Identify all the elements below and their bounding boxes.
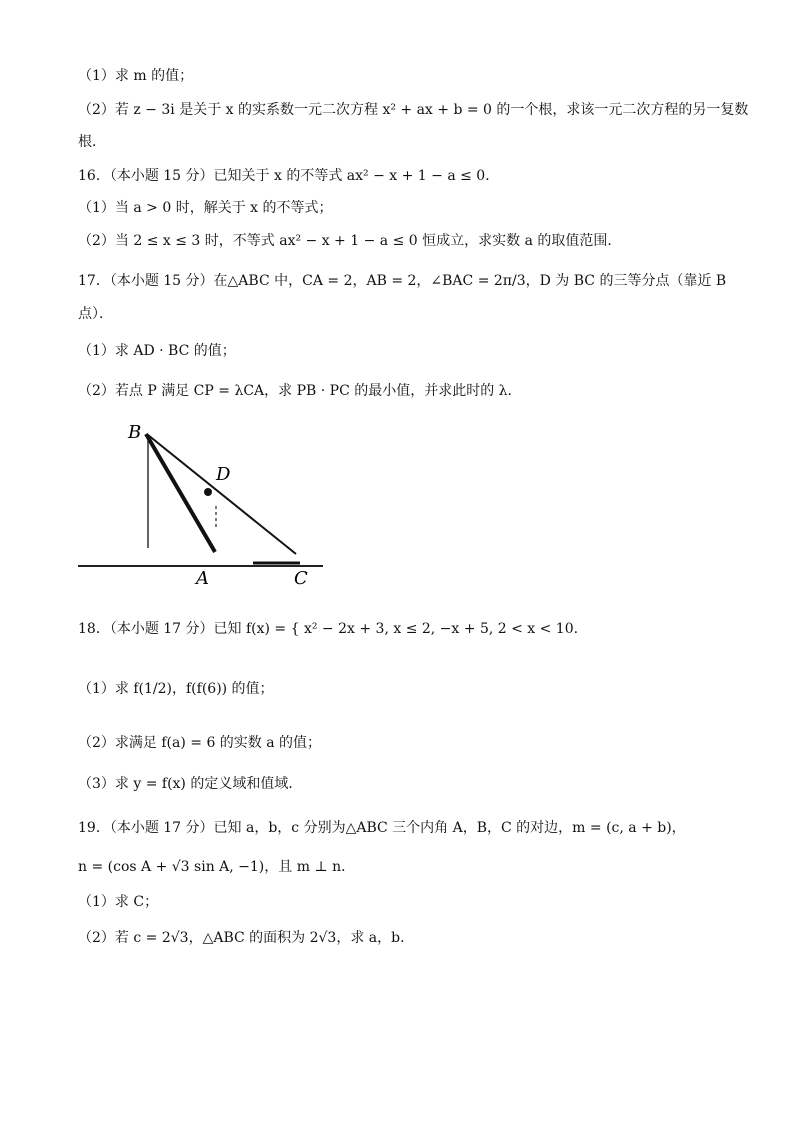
q16-part1: （1）当 a > 0 时，解关于 x 的不等式； (78, 200, 333, 216)
q19-part1: （1）求 C； (78, 894, 159, 910)
q19-title-cont: n = (cos A + √3 sin A, −1)，且 m ⊥ n． (78, 859, 356, 875)
q18-part3: （3）求 y = f(x) 的定义域和值域． (78, 776, 303, 792)
q17-title: 17．（本小题 15 分）在△ABC 中，CA = 2，AB = 2，∠BAC = 2π/3，D 为 BC 的三等分点（靠近 B (78, 273, 727, 289)
q18-title: 18．（本小题 17 分）已知 f(x) = { x² − 2x + 3, x ≤ 2, −x + 5, 2 < x < 10. (78, 621, 579, 637)
q17-part2: （2）若点 P 满足 CP = λCA，求 PB · PC 的最小值，并求此时的 λ． (78, 383, 522, 399)
label-c: C (294, 568, 308, 588)
q16-title: 16．（本小题 15 分）已知关于 x 的不等式 ax² − x + 1 − a ≤ 0． (78, 168, 500, 184)
q17-title-cont: 点）． (78, 306, 113, 322)
q19-title: 19．（本小题 17 分）已知 a，b，c 分别为△ABC 三个内角 A，B，C 的对边，m = (c, a + b)， (78, 820, 686, 836)
triangle-figure (78, 416, 328, 588)
label-a: A (196, 568, 209, 588)
q17-part1: （1）求 AD · BC 的值； (78, 343, 236, 359)
q19-part2: （2）若 c = 2√3，△ABC 的面积为 2√3，求 a，b． (78, 930, 415, 946)
label-d: D (216, 464, 231, 485)
q15-part2: （2）若 z − 3i 是关于 x 的实系数一元二次方程 x² + ax + b = 0 的一个根，求该一元二次方程的另一复数 (78, 102, 749, 118)
q15-part1: （1）求 m 的值； (78, 68, 194, 84)
label-b: B (128, 422, 142, 443)
q16-part2: （2）当 2 ≤ x ≤ 3 时，不等式 ax² − x + 1 − a ≤ 0 恒成立，求实数 a 的取值范围． (78, 233, 622, 249)
q18-part1: （1）求 f(1/2)，f(f(6)) 的值； (78, 681, 274, 697)
q15-part2-cont: 根． (78, 134, 106, 150)
q18-part2: （2）求满足 f(a) = 6 的实数 a 的值； (78, 735, 322, 751)
